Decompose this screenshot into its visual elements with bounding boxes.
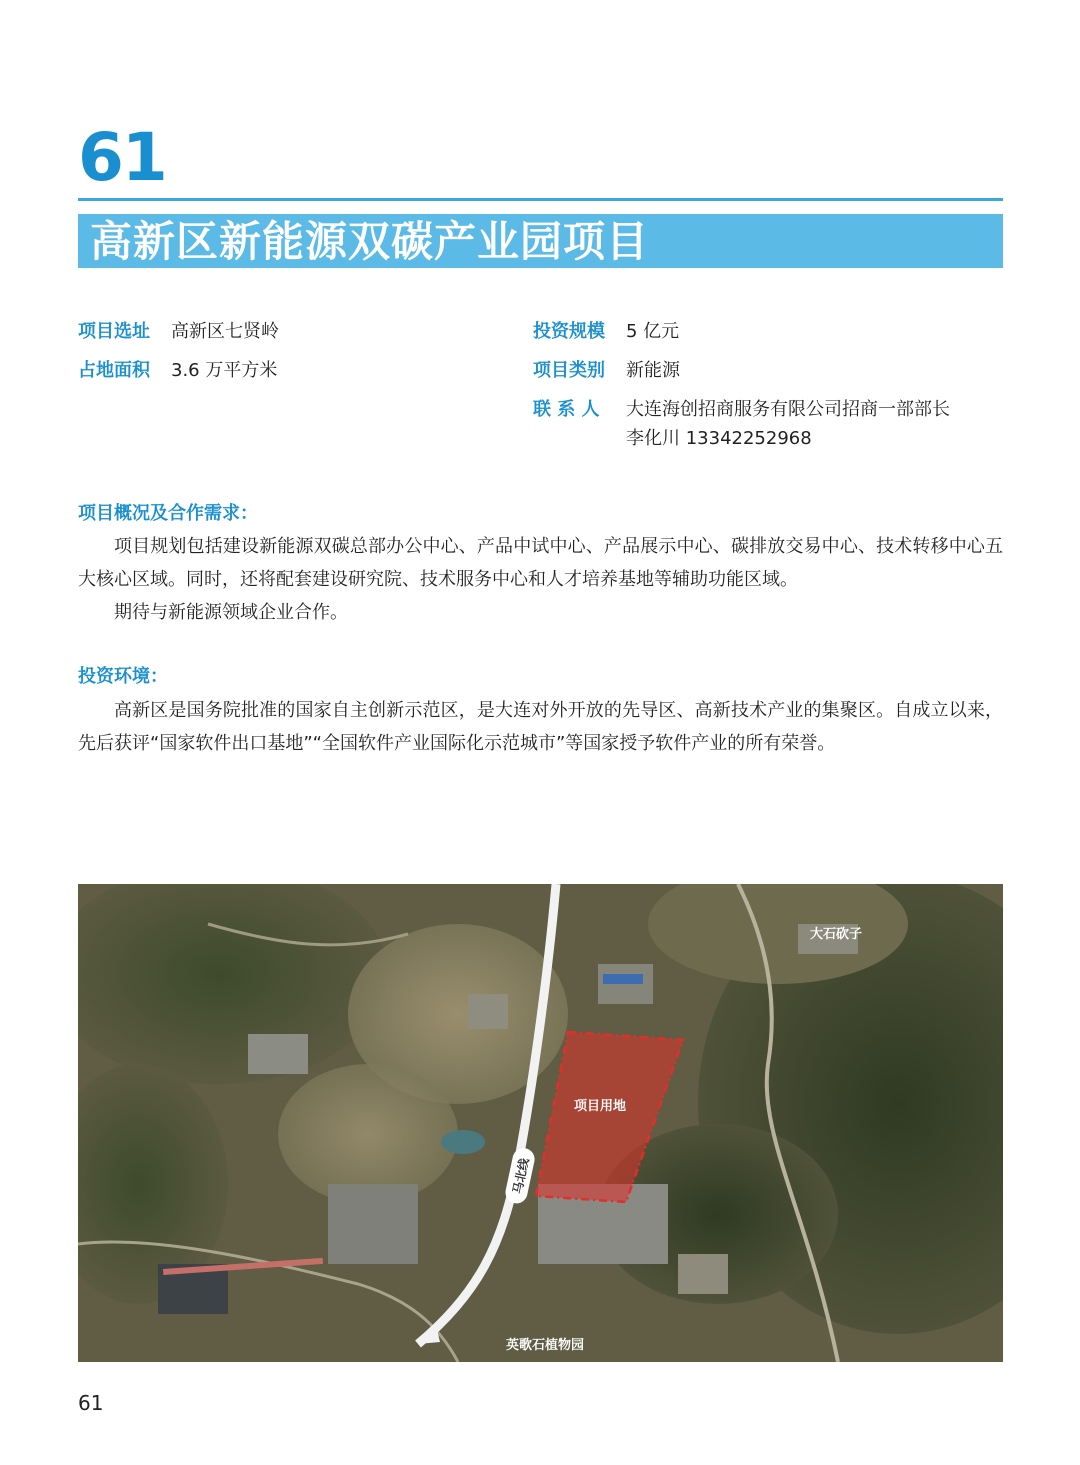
area-label: 占地面积	[78, 360, 150, 381]
investment-label: 投资规模	[533, 321, 605, 342]
page-number: 61	[78, 1391, 104, 1415]
satellite-map	[78, 884, 1003, 1362]
overview-paragraph-1: 项目规划包括建设新能源双碳总部办公中心、产品中试中心、产品展示中心、碳排放交易中心、技术转移中心五大核心区域。同时，还将配套建设研究院、技术服务中心和人才培养基地等辅助功能区域。	[78, 536, 1003, 590]
overview-heading: 项目概况及合作需求：	[78, 503, 258, 524]
garden-label: 英歌石植物园	[506, 1338, 585, 1353]
road-label: 马北线	[510, 1156, 532, 1196]
environment-body	[78, 694, 1003, 760]
location-label: 项目选址	[78, 321, 150, 342]
category-label: 项目类别	[533, 360, 605, 381]
page-title: 高新区新能源双碳产业园项目	[90, 217, 650, 266]
bare-field-center	[278, 1064, 458, 1204]
site-label: 项目用地	[574, 1099, 627, 1114]
blue-roof-1	[603, 974, 643, 984]
chapter-number: 61	[78, 119, 166, 196]
contact-line-2: 李化川 13342252968	[626, 428, 812, 449]
pond	[441, 1130, 485, 1154]
contact-label: 联 系 人	[533, 399, 600, 420]
environment-heading: 投资环境：	[78, 666, 168, 687]
area-value: 3.6 万平方米	[171, 360, 278, 381]
environment-paragraph-1: 高新区是国务院批准的国家自主创新示范区，是大连对外开放的先导区、高新技术产业的集聚区。自成立以来，先后获评“国家软件出口基地”“全国软件产业国际化示范城市”等国家授予软件产业的所有荣誉。	[78, 700, 1003, 754]
investment-value: 5 亿元	[626, 321, 680, 342]
overview-paragraph-2: 期待与新能源领域企业合作。	[114, 602, 348, 623]
header-rule	[78, 198, 1003, 201]
buildings-west	[248, 1034, 308, 1074]
buildings-garden	[678, 1254, 728, 1294]
category-value: 新能源	[626, 360, 680, 381]
contact-line-1: 大连海创招商服务有限公司招商一部部长	[626, 399, 950, 420]
village-label: 大石砍子	[810, 927, 863, 942]
buildings-southwest	[328, 1184, 418, 1264]
buildings-north	[468, 994, 508, 1029]
location-value: 高新区七贤岭	[171, 321, 279, 342]
overview-body	[78, 530, 1003, 629]
map-graphic	[78, 884, 1003, 1362]
